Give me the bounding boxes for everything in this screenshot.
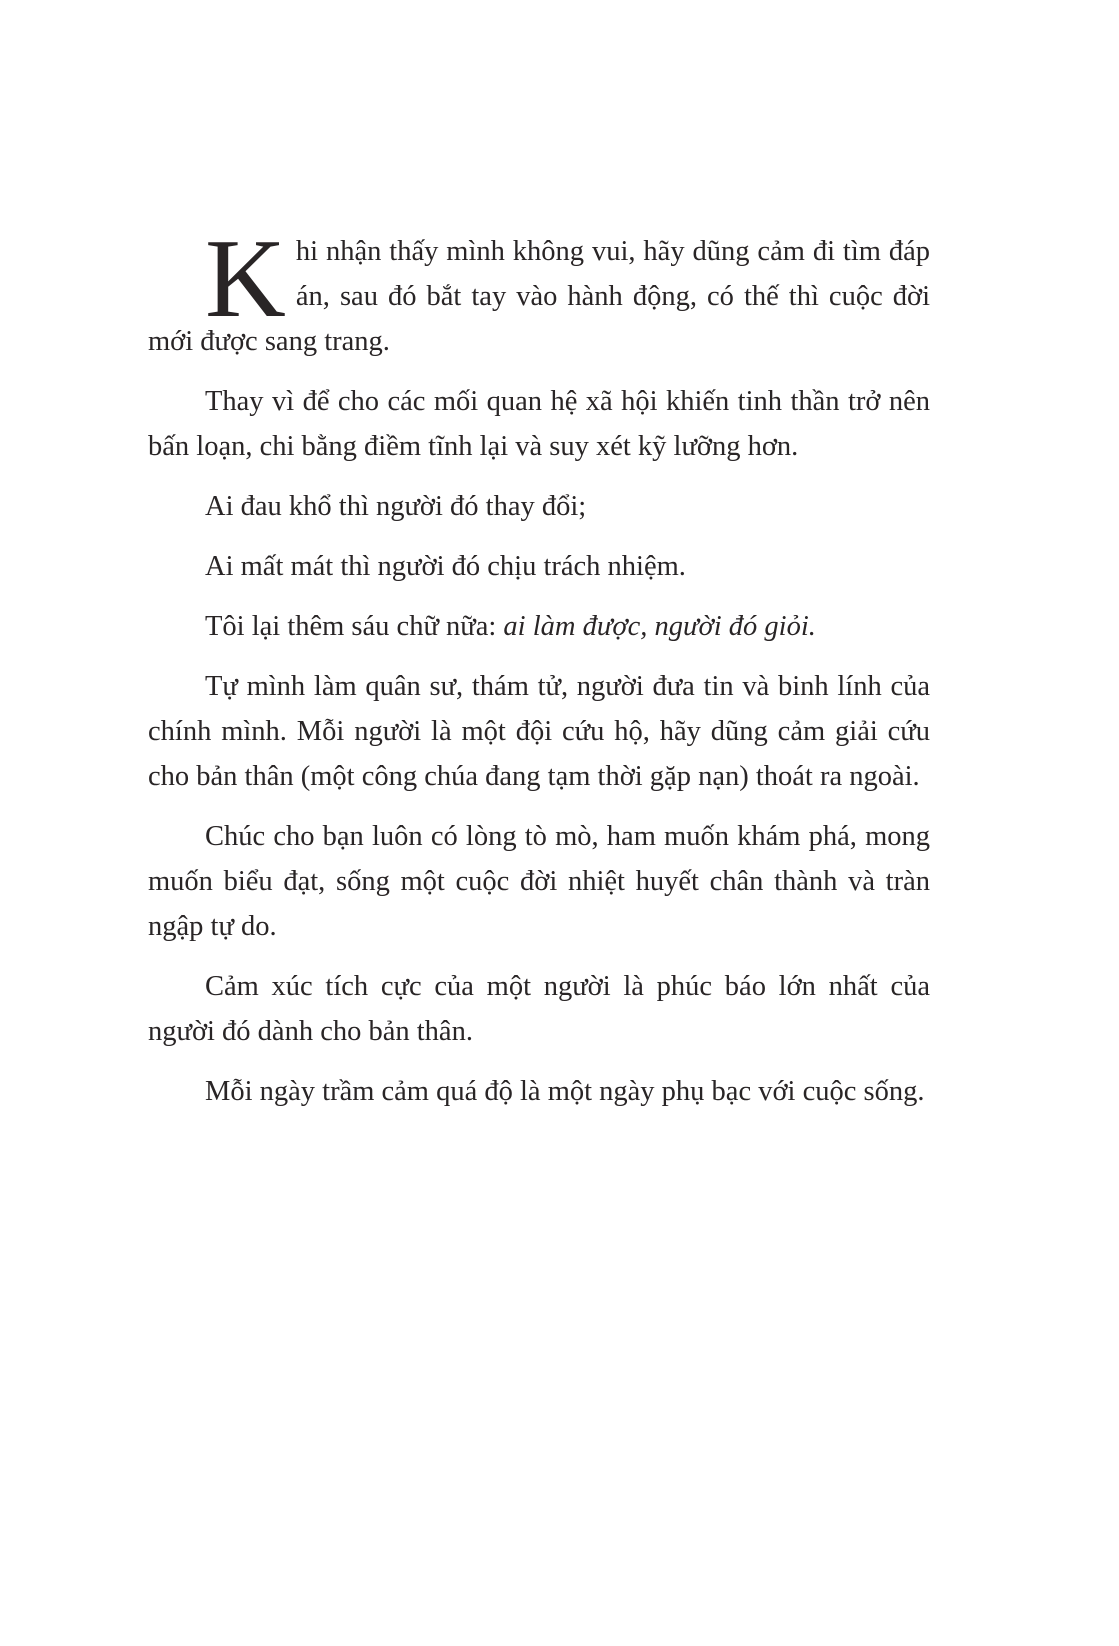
paragraph-2: Thay vì để cho các mối quan hệ xã hội khiến tinh thần trở nên bấn loạn, chi bằng điềm tĩnh lại và suy xét kỹ lưỡng hơn. (148, 386, 930, 462)
paragraph-9: Mỗi ngày trầm cảm quá độ là một ngày phụ bạc với cuộc sống. (205, 1076, 925, 1107)
paragraph-8: Cảm xúc tích cực của một người là phúc báo lớn nhất của người đó dành cho bản thân. (148, 971, 930, 1047)
paragraph-opening (148, 217, 930, 364)
text-block (148, 217, 930, 1114)
paragraph-italic-text: ai làm được, người đó giỏi. (503, 611, 816, 642)
paragraph-7: Chúc cho bạn luôn có lòng tò mò, ham muốn khám phá, mong muốn biểu đạt, sống một cuộc đời nhiệt huyết chân thành và tràn ngập tự do. (148, 821, 930, 942)
paragraph-text: hi nhận thấy mình không vui, hãy dũng cảm đi tìm đáp án, sau đó bắt tay vào hành động, có thế thì cuộc đời mới được sang trang. (148, 236, 930, 357)
drop-cap-letter: K (205, 217, 286, 341)
paragraph-6: Tự mình làm quân sư, thám tử, người đưa tin và binh lính của chính mình. Mỗi người là một đội cứu hộ, hãy dũng cảm giải cứu cho bản thân (một công chúa đang tạm thời gặp nạn) thoát ra ngoài. (148, 671, 930, 792)
paragraph-3: Ai đau khổ thì người đó thay đổi; (205, 491, 587, 522)
paragraph-5 (148, 604, 930, 649)
paragraph-4: Ai mất mát thì người đó chịu trách nhiệm. (205, 551, 686, 582)
paragraph-lead-text: Tôi lại thêm sáu chữ nữa: (205, 611, 504, 642)
